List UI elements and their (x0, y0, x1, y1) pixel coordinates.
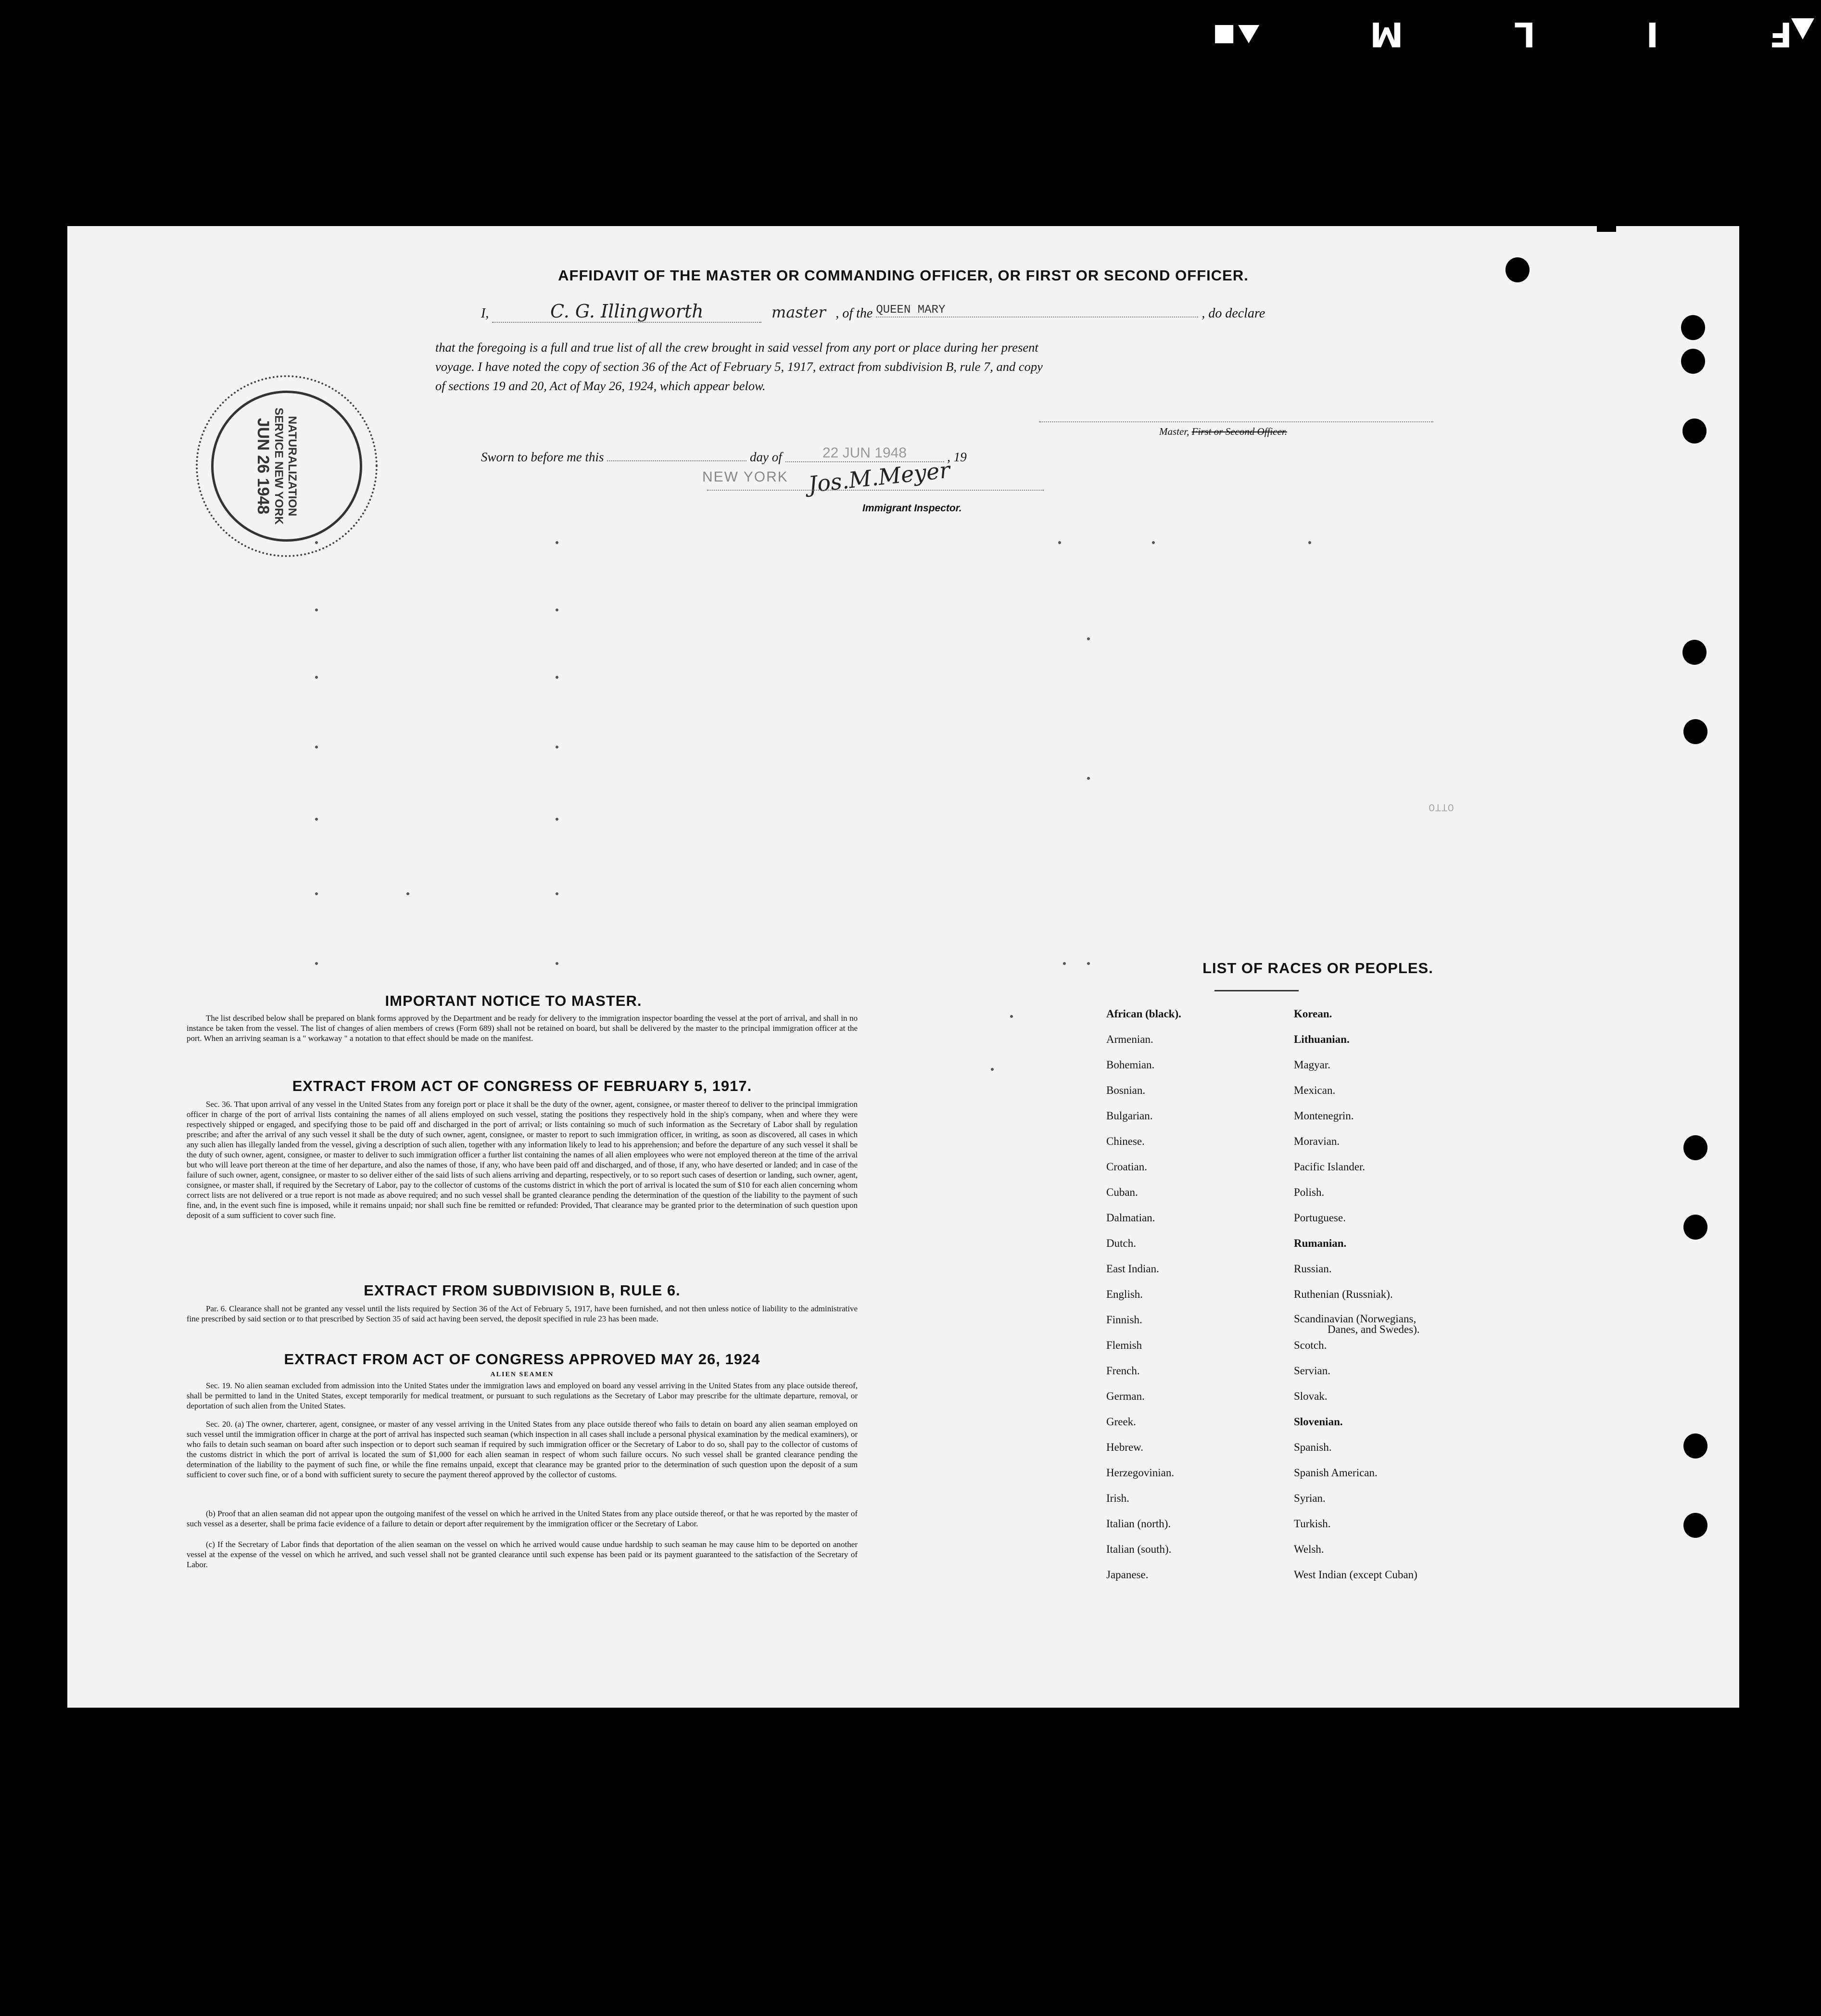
race-item: Pacific Islander. (1294, 1161, 1366, 1173)
i-label: I, (481, 306, 489, 321)
race-item: African (black). (1106, 1008, 1181, 1020)
races-right-column (1294, 1008, 1420, 1594)
race-item: Mexican. (1294, 1084, 1336, 1096)
race-item: English. (1106, 1288, 1143, 1300)
punch-hole-icon (1683, 719, 1707, 744)
race-item: Greek. (1106, 1416, 1136, 1428)
notice-body: The list described below shall be prepared on blank forms approved by the Department and be ready for delivery to the immigration inspector boarding the vessel at the port of arrival, and shall in no instance be taken from the vessel. The list of changes of alien members of crews (Form 689) shall not be retained on board, but shall be delivered by the master to the principal immigration officer at the port. When an arriving seaman is a " workaway " a notation to that effect should be made on the manifest. (187, 1014, 858, 1043)
punch-hole-icon (1681, 349, 1705, 374)
year-prefix: , 19 (947, 450, 967, 464)
race-item: Lithuanian. (1294, 1033, 1350, 1045)
race-item (1294, 1314, 1420, 1339)
section-20a-body: Sec. 20. (a) The owner, charterer, agent, consignee, or master of any vessel arriving in the United States from any place outside thereof who fails to detain on board any alien seaman employed on such vessel until the immigration officer in charge at the port of arrival has inspected such seaman (which inspection in all cases shall include a personal physical examination by the medical examiners), or who fails to detain such seaman on board after such inspection or to deport such seaman if required by such immigration officer or the Secretary of Labor to do so, shall pay to the collector of customs of the customs district in which the port of arrival is located the sum of $1,000 for each alien seaman in respect of whom such failure occurs. No such vessel shall be granted clearance pending the determination of the liability to the payment of such fine, or while the fine remains unpaid, except that clearance may be granted prior to the determination of such question upon the deposit of a sum sufficient to cover such fine, or of a bond with sufficient surety to secure the payment thereof approved by the collector of customs. (187, 1420, 858, 1479)
stamp-text: NATURALIZATION SERVICE NEW YORK (272, 407, 299, 525)
section-20c-body: (c) If the Secretary of Labor finds that deportation of the alien seaman on the vessel on which he arrived would cause undue hardship to such seaman he may cause him to be deported on another vessel at the expense of the vessel on which he arrived, and such vessel shall not be granted clearance until such expense has been paid or its payment guaranteed to the satisfaction of the Secretary of Labor. (187, 1540, 858, 1569)
stamp-date: JUN 26 1948 (254, 418, 272, 515)
affidavit-body (435, 338, 1437, 395)
race-item: Rumanian. (1294, 1237, 1347, 1249)
film-shape-marks (1215, 25, 1259, 43)
extract-1917-body: Sec. 36. That upon arrival of any vessel in the United States from any foreign port or place it shall be the duty of the owner, agent, consignee, or master thereof to deliver to the principal immigration officer in charge of the port of arrival lists containing the names of all aliens employed on such vessel, stating the positions they respectively hold in the ship's company, when and where they were respectively shipped or engaged, and specifying those to be paid off and discharged in the port of arrival; or lists containing so much of such information as the Secretary of Labor shall by regulation prescribe; and after the arrival of any such vessel it shall be the duty of such owner, agent, consignee, or master to report to such immigration officer, in writing, as soon as discovered, all cases in which any such alien has illegally landed from the vessel, giving a description of such alien, together with any information likely to lead to his apprehension; and before the departure of any such vessel it shall be the duty of such owner, agent, consignee, or master to deliver to such immigration officer a further list containing the names of all alien employees who were not employed thereon at the time of the arrival but who will leave port thereon at the time of her departure, and also the names of those, if any, who have been paid off and discharged, and of those, if any, who have deserted or landed; and in case of the failure of such owner, agent, consignee, or master to so deliver either of the said lists of such aliens arriving and departing, respectively, or to so report such cases of desertion or landing, such owner, agent, consignee, or master shall, if required by the Secretary of Labor, pay to the collector of customs of the customs district in which the port of arrival is located the sum of $10 for each alien concerning whom correct lists are not delivered or a true report is not made as above required; and no such vessel shall be granted clearance pending the determination of the question of the liability to the payment of such fine, and, in the event such fine is imposed, while it remains unpaid; nor shall such fine be remitted or refunded: Provided, That clearance may be granted prior to the determination of such question upon deposit of a sum sufficient to cover such fine. (187, 1100, 858, 1220)
race-item: Herzegovinian. (1106, 1467, 1175, 1479)
naturalization-stamp (196, 375, 378, 557)
of-the-label: , of the (835, 306, 873, 321)
punch-hole-icon (1683, 1433, 1707, 1458)
date-stamp: 22 JUN 1948 (785, 445, 944, 462)
race-item: Magyar. (1294, 1059, 1331, 1071)
race-item: Scotch. (1294, 1339, 1327, 1351)
race-item: Spanish American. (1294, 1467, 1378, 1479)
races-title-rule (1214, 990, 1299, 991)
punch-hole-icon (1682, 418, 1707, 444)
master-label: Master, (1159, 426, 1189, 437)
rule-6-body: Par. 6. Clearance shall not be granted any vessel until the lists required by Section 36 of the Act of February 5, 1917, have been furnished, and not then unless notice of liability to the administrative fine prescribed by said section or to that prescribed by Section 35 of said act having been served, the deposit specified in rule 23 has been made. (187, 1304, 858, 1323)
race-item: Portuguese. (1294, 1212, 1346, 1224)
race-item: French. (1106, 1365, 1140, 1377)
race-item: Turkish. (1294, 1518, 1331, 1530)
punch-hole-icon (1681, 315, 1705, 340)
punch-hole-icon (1682, 640, 1707, 665)
master-label-group (1159, 426, 1287, 438)
race-item: Croatian. (1106, 1161, 1147, 1173)
race-item: Bulgarian. (1106, 1110, 1153, 1122)
race-item: Italian (north). (1106, 1518, 1171, 1530)
race-item-scandinavian-cont: Danes, and Swedes). (1328, 1323, 1420, 1335)
affidavit-line-3: voyage. I have noted the copy of section 36 of the Act of February 5, 1917, extract from subdivision B, rule 7, and copy (435, 359, 1043, 374)
side-mark: OTTO (1429, 801, 1454, 813)
race-item: Japanese. (1106, 1569, 1149, 1581)
race-item-scandinavian: Scandinavian (Norwegians, (1294, 1313, 1416, 1325)
struck-officer-label: First or Second Officer. (1191, 426, 1287, 437)
film-mark: L (1514, 14, 1536, 54)
race-item: Dalmatian. (1106, 1212, 1155, 1224)
race-item: Welsh. (1294, 1543, 1324, 1555)
section-20b-body: (b) Proof that an alien seaman did not appear upon the outgoing manifest of the vessel on which he arrived in the United States from any place outside thereof, or that he was reported by the master of such vessel as a deserter, shall be prima facie evidence of a failure to detain or deport after requirement by the immigration officer or the Secretary of Labor. (187, 1509, 858, 1528)
race-item: Bohemian. (1106, 1059, 1155, 1071)
extract-1924-subtitle: ALIEN SEAMEN (490, 1371, 554, 1378)
extract-1917-title: EXTRACT FROM ACT OF CONGRESS OF FEBRUARY 5, 1917. (292, 1078, 752, 1094)
rule-6-title: EXTRACT FROM SUBDIVISION B, RULE 6. (364, 1282, 681, 1299)
race-item: Bosnian. (1106, 1084, 1146, 1096)
inspector-line (707, 490, 1044, 491)
race-item: East Indian. (1106, 1263, 1159, 1275)
race-item: Dutch. (1106, 1237, 1136, 1249)
races-title: LIST OF RACES OR PEOPLES. (1202, 960, 1433, 976)
master-signature-line (1039, 421, 1433, 422)
film-mark: M (1369, 14, 1404, 54)
race-item: Chinese. (1106, 1135, 1145, 1147)
port-stamp: NEW YORK (702, 469, 788, 485)
inspector-signature: Jos.M.Meyer (807, 456, 951, 498)
race-item: Slovenian. (1294, 1416, 1343, 1428)
film-edge-marks (1215, 14, 1792, 54)
punch-hole-icon (1683, 1513, 1707, 1538)
race-item: Ruthenian (Russniak). (1294, 1288, 1393, 1300)
affidavit-line-4: of sections 19 and 20, Act of May 26, 1924, which appear below. (435, 379, 766, 393)
race-item: Russian. (1294, 1263, 1332, 1275)
race-item: Armenian. (1106, 1033, 1153, 1045)
race-item: Syrian. (1294, 1492, 1326, 1504)
race-item: Cuban. (1106, 1186, 1138, 1198)
race-item: Spanish. (1294, 1441, 1332, 1453)
race-item: Flemish (1106, 1339, 1142, 1351)
race-item: West Indian (except Cuban) (1294, 1569, 1417, 1581)
sworn-label: Sworn to before me this (481, 450, 604, 464)
race-item: German. (1106, 1390, 1145, 1402)
race-item: Irish. (1106, 1492, 1129, 1504)
extract-1924-title: EXTRACT FROM ACT OF CONGRESS APPROVED MAY 26, 1924 (284, 1351, 760, 1368)
film-mark: I (1646, 14, 1659, 54)
day-of-label: day of (750, 450, 782, 464)
document-page (67, 226, 1739, 1708)
sworn-line (481, 445, 967, 465)
master-role-handwritten: master (771, 303, 826, 321)
race-item: Korean. (1294, 1008, 1332, 1020)
punch-hole-icon (1683, 1135, 1707, 1160)
section-19-body: Sec. 19. No alien seaman excluded from admission into the United States under the immigration laws and employed on board any vessel arriving in the United States from any place outside thereof, shall be permitted to land in the United States, except temporarily for medical treatment, or pursuant to such regulations as the Secretary of Labor may prescribe for the ultimate departure, removal, or deportation of such alien from the United States. (187, 1381, 858, 1410)
race-item: Servian. (1294, 1365, 1331, 1377)
inspector-label: Immigrant Inspector. (862, 503, 962, 514)
race-item: Polish. (1294, 1186, 1325, 1198)
race-item: Hebrew. (1106, 1441, 1144, 1453)
notice-title: IMPORTANT NOTICE TO MASTER. (385, 992, 642, 1009)
master-name-handwritten: C. G. Illingworth (492, 301, 761, 323)
affidavit-title: AFFIDAVIT OF THE MASTER OR COMMANDING OFFICER, OR FIRST OR SECOND OFFICER. (558, 267, 1249, 284)
races-left-column (1106, 1008, 1181, 1594)
punch-hole-icon (1683, 1215, 1707, 1240)
race-item: Italian (south). (1106, 1543, 1172, 1555)
do-declare-label: , do declare (1201, 306, 1265, 321)
affidavit-line-1 (481, 301, 1265, 323)
corner-triangle-icon (1791, 18, 1814, 39)
edge-tear-icon (1597, 226, 1616, 232)
film-mark: F (1769, 14, 1792, 54)
affidavit-line-2: that the foregoing is a full and true list of all the crew brought in said vessel from any port or place during her present (435, 340, 1038, 355)
race-item: Finnish. (1106, 1314, 1142, 1326)
race-item: Montenegrin. (1294, 1110, 1354, 1122)
race-item: Slovak. (1294, 1390, 1328, 1402)
race-item: Moravian. (1294, 1135, 1340, 1147)
vessel-name: QUEEN MARY (876, 304, 1198, 317)
